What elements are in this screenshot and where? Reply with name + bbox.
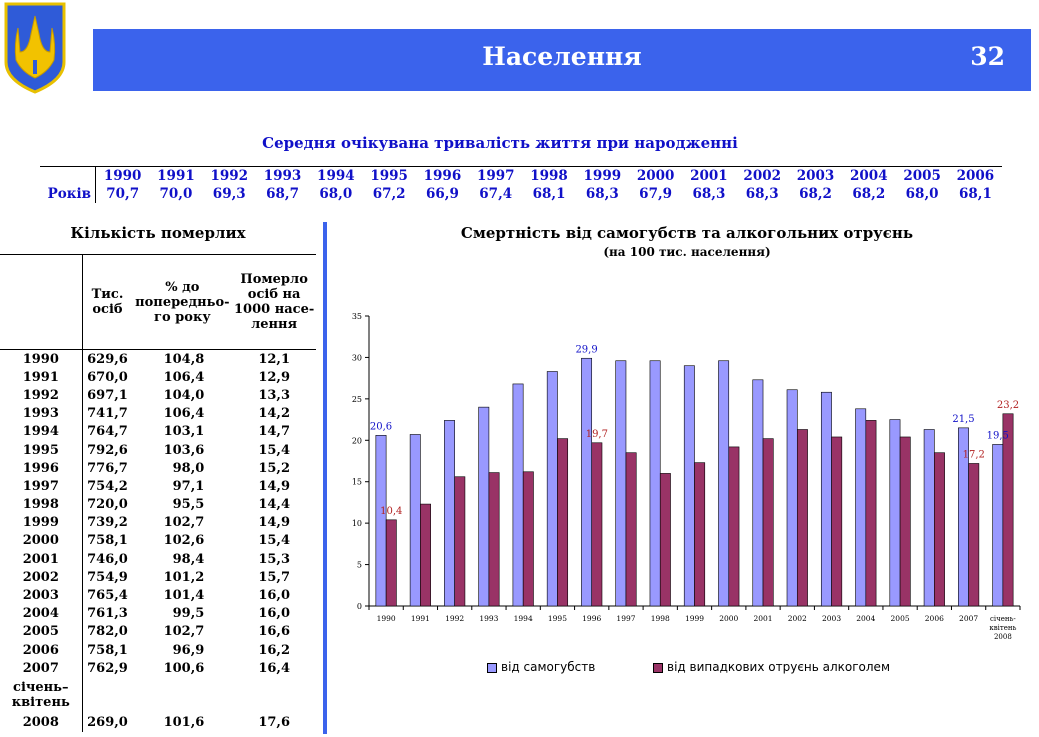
bar-alcohol [934, 453, 944, 606]
life-year-0: 1990 [96, 167, 150, 186]
bar-alcohol [592, 443, 602, 606]
table-row [0, 514, 316, 532]
deaths-cell-tis: 739,2 [87, 515, 128, 531]
life-year-6: 1996 [416, 167, 469, 186]
deaths-cell-pct: 95,5 [172, 497, 205, 513]
bar-alcohol [695, 463, 705, 606]
deaths-cell-pct: 104,0 [163, 387, 205, 403]
x-tick-label: квітень [989, 624, 1017, 632]
deaths-cell-year: 2005 [0, 623, 82, 641]
life-value-0: 70,7 [106, 186, 140, 202]
x-tick-label: 2005 [890, 614, 910, 623]
bar-alcohol [455, 477, 465, 606]
deaths-cell-rate: 12,1 [258, 351, 290, 367]
bar-suicide [616, 361, 626, 606]
deaths-cell-empty [132, 677, 232, 713]
deaths-cell-rate: 14,9 [258, 478, 290, 494]
x-tick-label: 1996 [582, 614, 602, 623]
life-value-10: 67,9 [639, 186, 673, 202]
life-year-16: 2006 [949, 167, 1002, 186]
legend-swatch-suicide [487, 663, 497, 673]
life-value-9: 68,3 [585, 186, 619, 202]
deaths-cell-year: 2007 [0, 659, 82, 677]
x-tick-label: 2000 [719, 614, 739, 623]
table-row [0, 713, 316, 731]
bar-alcohol [523, 472, 533, 606]
data-label: 10,4 [380, 505, 403, 517]
deaths-cell-pct: 106,4 [163, 369, 205, 385]
life-expectancy-title: Середня очікувана тривалість життя при народженні [262, 134, 738, 152]
deaths-cell-year: 1998 [0, 496, 82, 514]
legend-item-suicide [487, 660, 595, 674]
deaths-cell-rate: 15,3 [258, 551, 290, 567]
deaths-cell-year: 2002 [0, 568, 82, 586]
bar-alcohol [729, 447, 739, 606]
life-year-12: 2002 [736, 167, 789, 186]
bar-alcohol [866, 420, 876, 606]
deaths-cell-rate: 14,9 [258, 515, 290, 531]
legend-swatch-alcohol [653, 663, 663, 673]
x-tick-label: 2008 [993, 633, 1012, 641]
deaths-cell-rate: 14,4 [258, 497, 290, 513]
table-row [0, 386, 316, 404]
deaths-cell-pct: 101,4 [163, 588, 205, 604]
deaths-cell-year: 1992 [0, 386, 82, 404]
bar-suicide [924, 430, 934, 606]
deaths-cell-pct: 98,4 [172, 551, 205, 567]
deaths-header-tis: Тис. осіб [82, 255, 132, 350]
x-tick-label: 1997 [616, 614, 636, 623]
deaths-cell-year: 1991 [0, 368, 82, 386]
vertical-divider [323, 222, 327, 734]
deaths-cell-pct: 102,7 [163, 515, 205, 531]
deaths-cell-pct: 99,5 [172, 606, 205, 622]
table-row [0, 459, 316, 477]
bar-suicide [547, 372, 557, 606]
coat-of-arms-icon [0, 0, 70, 96]
y-tick-label: 10 [351, 519, 362, 529]
page-title: Населення [482, 42, 642, 71]
x-tick-label: 1991 [410, 614, 430, 623]
deaths-cell-year: 2000 [0, 532, 82, 550]
life-value-8: 68,1 [532, 186, 566, 202]
deaths-cell-pct: 104,8 [163, 351, 205, 367]
deaths-cell-tis: 761,3 [87, 606, 128, 622]
bar-alcohol [832, 437, 842, 606]
legend-item-alcohol [653, 660, 890, 674]
deaths-header-pct: % до попередньо-го року [132, 255, 232, 350]
x-tick-label: 2002 [787, 614, 807, 623]
deaths-cell-tis: 758,1 [87, 642, 128, 658]
life-corner-cell [40, 167, 96, 186]
bar-suicide [479, 407, 489, 606]
life-year-15: 2005 [895, 167, 948, 186]
bar-suicide [581, 358, 591, 606]
life-expectancy-table [40, 166, 1002, 203]
life-value-1: 70,0 [159, 186, 193, 202]
deaths-cell-pct: 100,6 [163, 660, 205, 676]
x-tick-label: 2006 [924, 614, 944, 623]
table-row [0, 586, 316, 604]
x-tick-label: січень- [989, 615, 1016, 623]
deaths-cell-tis: 741,7 [87, 406, 128, 422]
bar-alcohol [557, 439, 567, 606]
deaths-cell-rate: 17,6 [258, 714, 290, 730]
data-label: 23,2 [996, 399, 1020, 411]
deaths-cell-pct: 106,4 [163, 406, 205, 422]
deaths-cell-year: 1993 [0, 405, 82, 423]
bar-suicide [513, 384, 523, 606]
deaths-cell-pct: 102,7 [163, 624, 205, 640]
data-label: 17,2 [962, 449, 985, 461]
life-year-10: 2000 [629, 167, 682, 186]
deaths-cell-year: 2008 [0, 713, 82, 731]
life-year-13: 2003 [789, 167, 842, 186]
deaths-cell-year: 2004 [0, 605, 82, 623]
deaths-cell-year: 2006 [0, 641, 82, 659]
life-year-3: 1993 [256, 167, 309, 186]
life-year-8: 1998 [522, 167, 575, 186]
deaths-cell-tis: 754,2 [87, 478, 128, 494]
bar-suicide [684, 366, 694, 606]
deaths-cell-rate: 16,0 [258, 606, 290, 622]
page-number: 32 [970, 42, 1005, 71]
bar-alcohol [1003, 414, 1013, 606]
bar-suicide [753, 380, 763, 606]
chart-title: Смертність від самогубств та алкогольних отруєнь [460, 224, 914, 242]
y-tick-label: 35 [351, 312, 362, 321]
bar-alcohol [660, 473, 670, 606]
deaths-cell-pct: 101,2 [163, 569, 205, 585]
deaths-cell-rate: 14,2 [258, 406, 290, 422]
y-tick-label: 30 [351, 353, 362, 363]
bar-alcohol [763, 439, 773, 606]
bar-suicide [718, 361, 728, 606]
table-row [0, 659, 316, 677]
y-tick-label: 5 [356, 560, 362, 570]
deaths-cell-tis: 720,0 [87, 497, 128, 513]
deaths-cell-empty [232, 677, 316, 713]
deaths-cell-pct: 97,1 [172, 478, 205, 494]
x-tick-label: 2007 [959, 614, 979, 623]
y-tick-label: 0 [356, 602, 362, 611]
bar-suicide [856, 409, 866, 606]
table-row [0, 568, 316, 586]
deaths-cell-year: 1990 [0, 350, 82, 369]
deaths-cell-rate: 15,2 [258, 460, 290, 476]
life-value-4: 68,0 [319, 186, 353, 202]
bar-suicide [410, 434, 420, 606]
deaths-cell-tis: 269,0 [87, 714, 128, 730]
y-tick-label: 25 [351, 394, 362, 404]
deaths-cell-tis: 746,0 [87, 551, 128, 567]
deaths-cell-year: 2003 [0, 586, 82, 604]
life-value-13: 68,2 [799, 186, 832, 202]
table-row [0, 641, 316, 659]
bar-alcohol [386, 520, 396, 606]
legend-label-suicide: від самогубств [501, 660, 596, 674]
deaths-cell-pct: 101,6 [163, 714, 205, 730]
deaths-cell-year: 1994 [0, 423, 82, 441]
table-row [0, 441, 316, 459]
deaths-cell-year: 2001 [0, 550, 82, 568]
deaths-cell-year: 1997 [0, 477, 82, 495]
deaths-cell-tis: 792,6 [87, 442, 128, 458]
deaths-cell-tis: 670,0 [87, 369, 128, 385]
life-value-12: 68,3 [745, 186, 779, 202]
x-tick-label: 1992 [445, 614, 465, 623]
deaths-cell-rate: 16,0 [258, 588, 290, 604]
x-tick-label: 2003 [822, 614, 842, 623]
deaths-cell-tis: 697,1 [87, 387, 128, 403]
x-tick-label: 1998 [650, 614, 670, 623]
life-value-5: 67,2 [372, 186, 406, 202]
deaths-table [0, 254, 316, 732]
bar-alcohol [969, 463, 979, 606]
mortality-bar-chart [330, 300, 1030, 650]
life-year-4: 1994 [309, 167, 362, 186]
bar-alcohol [797, 430, 807, 606]
life-value-6: 66,9 [425, 186, 459, 202]
life-value-7: 67,4 [479, 186, 513, 202]
deaths-cell-tis: 782,0 [87, 624, 128, 640]
bar-alcohol [420, 504, 430, 606]
life-value-16: 68,1 [958, 186, 992, 202]
deaths-cell-rate: 16,4 [258, 660, 290, 676]
data-label: 19,5 [986, 430, 1009, 442]
deaths-header-year [0, 255, 82, 350]
x-tick-label: 1993 [479, 614, 499, 623]
deaths-cell-tis: 758,1 [87, 533, 128, 549]
table-row [0, 677, 316, 713]
bar-alcohol [900, 437, 910, 606]
life-value-2: 69,3 [212, 186, 246, 202]
data-label: 29,9 [575, 344, 598, 356]
deaths-cell-rate: 16,2 [258, 642, 290, 658]
deaths-cell-pct: 103,1 [163, 424, 205, 440]
x-tick-label: 1990 [376, 614, 396, 623]
bar-suicide [821, 392, 831, 606]
x-tick-label: 1995 [547, 614, 567, 623]
life-year-7: 1997 [469, 167, 522, 186]
deaths-cell-tis: 762,9 [87, 660, 128, 676]
x-tick-label: 1994 [513, 614, 533, 623]
deaths-cell-rate: 16,6 [258, 624, 290, 640]
deaths-cell-pct: 98,0 [172, 460, 205, 476]
life-year-11: 2001 [682, 167, 735, 186]
deaths-cell-pct: 96,9 [172, 642, 205, 658]
x-tick-label: 2004 [856, 614, 876, 623]
deaths-cell-rate: 13,3 [258, 387, 290, 403]
bar-alcohol [489, 473, 499, 606]
table-row [0, 550, 316, 568]
x-tick-label: 2001 [753, 614, 773, 623]
deaths-cell-year: 1999 [0, 514, 82, 532]
bar-suicide [444, 420, 454, 606]
data-label: 20,6 [369, 421, 393, 433]
data-label: 19,7 [585, 428, 608, 440]
deaths-cell-year: 1995 [0, 441, 82, 459]
table-row [0, 405, 316, 423]
deaths-cell-pct: 103,6 [163, 442, 205, 458]
legend-label-alcohol: від випадкових отруєнь алкоголем [667, 660, 890, 674]
deaths-cell-rate: 15,4 [258, 533, 290, 549]
x-tick-label: 1999 [684, 614, 705, 623]
deaths-cell-rate: 15,7 [258, 569, 290, 585]
life-row-label: Років [40, 185, 96, 203]
life-value-3: 68,7 [266, 186, 299, 202]
table-row [0, 605, 316, 623]
deaths-cell-tis: 765,4 [87, 588, 128, 604]
life-value-14: 68,2 [852, 186, 886, 202]
chart-subtitle: (на 100 тис. населення) [603, 245, 771, 259]
deaths-cell-tis: 764,7 [87, 424, 128, 440]
life-year-9: 1999 [576, 167, 629, 186]
deaths-cell-rate: 14,7 [258, 424, 290, 440]
bar-suicide [993, 444, 1003, 606]
deaths-cell-year: 1996 [0, 459, 82, 477]
life-value-11: 68,3 [692, 186, 726, 202]
deaths-cell-rate: 12,9 [258, 369, 290, 385]
table-row [0, 496, 316, 514]
deaths-cell-pct: 102,6 [163, 533, 205, 549]
bar-suicide [787, 390, 797, 606]
bar-suicide [376, 435, 386, 606]
deaths-cell-tis: 776,7 [87, 460, 128, 476]
data-label: 21,5 [952, 413, 975, 425]
deaths-title: Кількість померлих [70, 224, 246, 242]
deaths-cell-empty [82, 677, 132, 713]
life-value-15: 68,0 [905, 186, 939, 202]
table-row [0, 350, 316, 369]
bar-alcohol [626, 453, 636, 606]
life-year-1: 1991 [149, 167, 202, 186]
table-row [0, 423, 316, 441]
y-tick-label: 15 [351, 477, 362, 487]
deaths-cell-rate: 15,4 [258, 442, 290, 458]
deaths-cell-period: січень–квітень [0, 677, 82, 713]
table-row [0, 532, 316, 550]
table-row [0, 623, 316, 641]
deaths-cell-tis: 629,6 [87, 351, 128, 367]
deaths-cell-tis: 754,9 [87, 569, 128, 585]
table-row [0, 477, 316, 495]
y-tick-label: 20 [351, 436, 362, 446]
life-year-2: 1992 [203, 167, 256, 186]
life-year-5: 1995 [362, 167, 415, 186]
table-row [0, 368, 316, 386]
bar-suicide [890, 420, 900, 606]
header-bar [93, 29, 1031, 91]
deaths-header-rate: Померло осіб на 1000 насе-лення [232, 255, 316, 350]
bar-suicide [650, 361, 660, 606]
life-year-14: 2004 [842, 167, 895, 186]
